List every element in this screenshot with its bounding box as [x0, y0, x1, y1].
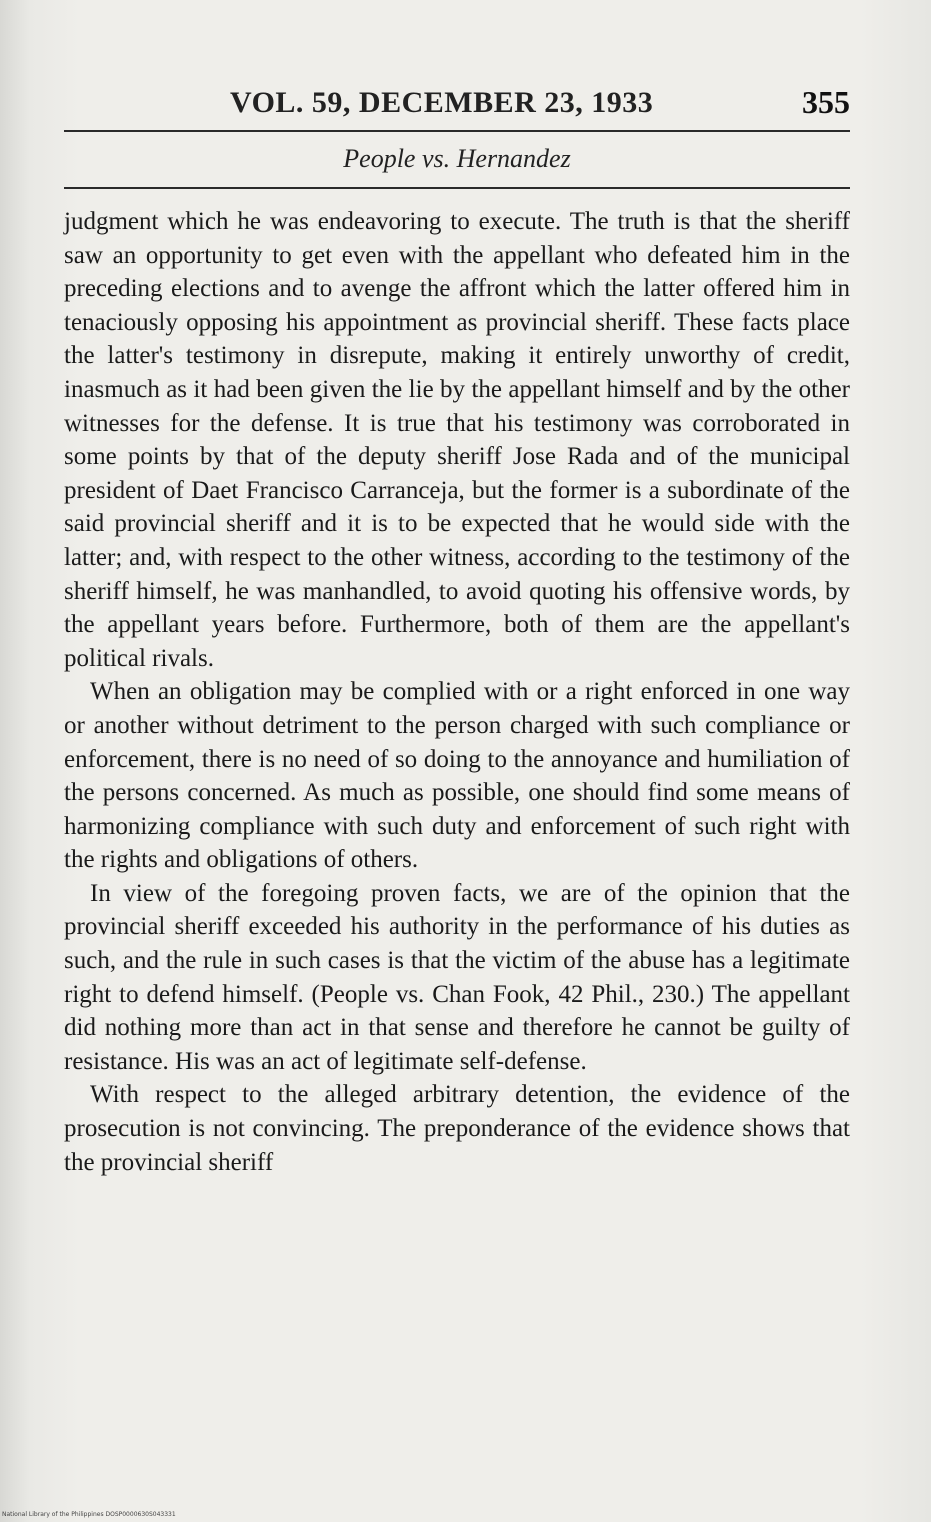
paragraph-continuation: judgment which he was endeavoring to execute. The truth is that the sheriff saw an opportunity to get even with the appellant who defeated him in the preceding elections and to avenge the affront which the latter offered him in tenaciously opposing his appointment as provincial sheriff. These facts place the latter's testimony in disrepute, making it entirely unworthy of credit, inasmuch as it had been given the lie by the appellant himself and by the other witnesses for the defense. It is true that his testimony was corroborated in some points by that of the deputy sheriff Jose Rada and of the municipal president of Daet Francisco Carranceja, but the former is a subordinate of the said provincial sheriff and it is to be expected that he would side with the latter; and, with respect to the other witness, according to the testimony of the sheriff himself, he was manhandled, to avoid quoting his offensive words, by the appellant years before. Furthermore, both of them are the appellant's political rivals.: [64, 208, 850, 672]
case-title: People vs. Hernandez: [343, 144, 571, 173]
header-rule-top: [64, 130, 850, 132]
page-header: [64, 86, 850, 126]
paragraph: In view of the foregoing proven facts, we are of the opinion that the provincial sheriff exceeded his authority in the performance of his duties as such, and the rule in such cases is that the victim of the abuse has a legitimate right to defend himself. (People vs. Chan Fook, 42 Phil., 230.) The appellant did nothing more than act in that sense and therefore he cannot be guilty of resistance. His was an act of legitimate self-defense.: [64, 879, 850, 1075]
source-note: National Library of the Philippines DOSP0000630S043331: [2, 1511, 176, 1518]
body-text: [64, 205, 850, 1179]
page-number: 355: [802, 84, 850, 120]
paragraph: With respect to the alleged arbitrary detention, the evidence of the prosecution is not convincing. The preponderance of the evidence shows that the provincial sheriff: [64, 1081, 850, 1176]
paragraph: When an obligation may be complied with or a right enforced in one way or another without detriment to the person charged with such compliance or enforcement, there is no need of so doing to the annoyance and humiliation of the persons concerned. As much as possible, one should find some means of harmonizing compliance with such duty and enforcement of such right with the rights and obligations of others.: [64, 678, 850, 874]
header-rule-bottom: [64, 187, 850, 189]
running-head: VOL. 59, DECEMBER 23, 1933: [230, 86, 654, 119]
